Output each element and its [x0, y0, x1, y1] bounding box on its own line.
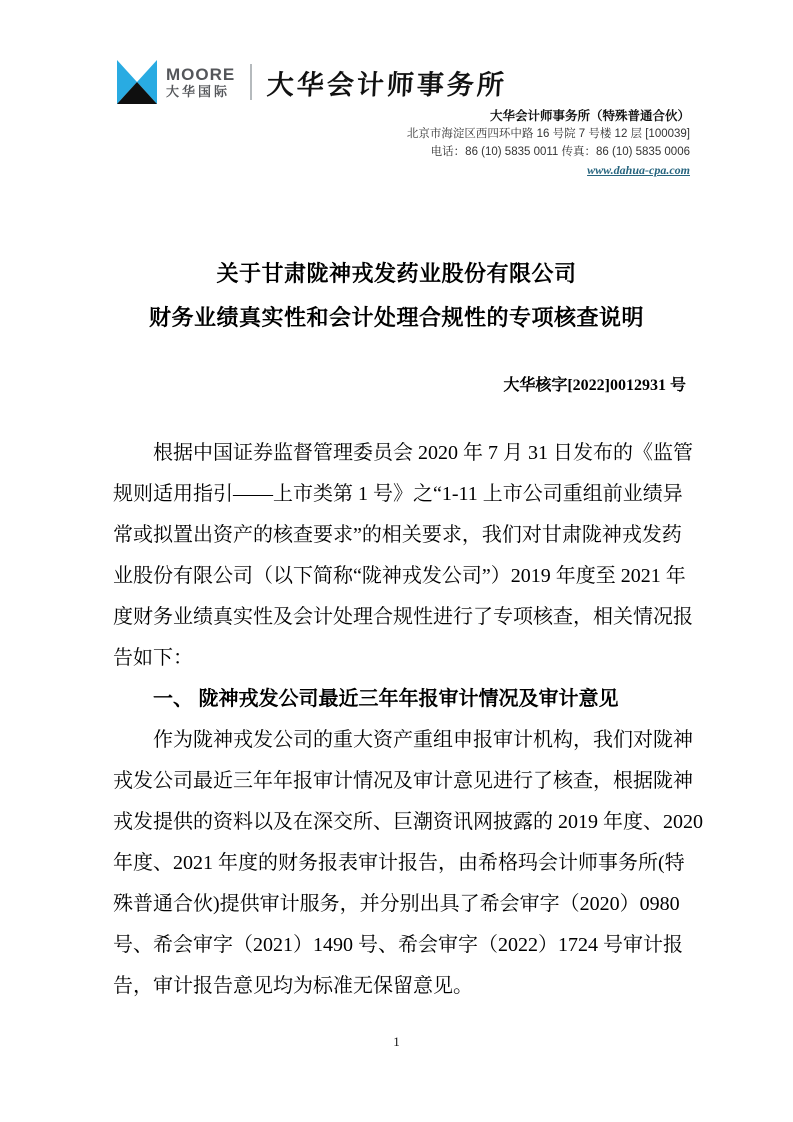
firm-phone-fax: 电话：86 (10) 5835 0011 传真：86 (10) 5835 0006	[430, 146, 690, 158]
body-line: 告，审计报告意见均为标准无保留意见。	[113, 975, 473, 997]
firm-calligraphy-name: 大华会计师事务所	[266, 69, 508, 101]
body-line: 常或拟置出资产的核查要求”的相关要求，我们对甘肃陇神戎发药	[113, 524, 682, 546]
document-title	[0, 252, 793, 340]
firm-website-link[interactable]: www.dahua-cpa.com	[587, 163, 690, 177]
body-line: 度财务业绩真实性及会计处理合规性进行了专项核查，相关情况报	[113, 606, 693, 628]
title-line-2: 财务业绩真实性和会计处理合规性的专项核查说明	[148, 305, 644, 330]
document-number: 大华核字[2022]0012931 号	[503, 377, 686, 394]
firm-name: 大华会计师事务所（特殊普通合伙）	[489, 109, 690, 123]
logo-divider	[250, 64, 252, 100]
body-line: 告如下：	[113, 647, 193, 669]
body-line: 殊普通合伙)提供审计服务，并分别出具了希会审字（2020）0980	[113, 893, 680, 915]
moore-logo-icon	[117, 60, 157, 104]
brand-name: MOORE	[166, 65, 236, 84]
body-line: 业股份有限公司（以下简称“陇神戎发公司”）2019 年度至 2021 年	[113, 565, 686, 587]
body-line: 戎发公司最近三年年报审计情况及审计意见进行了核查，根据陇神	[113, 770, 693, 792]
brand-subtitle: 大华国际	[166, 84, 231, 99]
firm-address: 北京市海淀区西四环中路 16 号院 7 号楼 12 层 [100039]	[406, 128, 690, 140]
body-line: 年度、2021 年度的财务报表审计报告，由希格玛会计师事务所(特	[113, 852, 685, 874]
page-number: 1	[393, 1034, 400, 1049]
contact-block	[407, 107, 690, 179]
section-1-heading: 一、 陇神戎发公司最近三年年报审计情况及审计意见	[153, 688, 619, 710]
body-line: 戎发提供的资料以及在深交所、巨潮资讯网披露的 2019 年度、2020	[113, 811, 703, 833]
header-logo	[117, 58, 507, 106]
document-body	[113, 433, 703, 1007]
body-line: 规则适用指引——上市类第 1 号》之“1-11 上市公司重组前业绩异	[113, 483, 683, 505]
title-line-1: 关于甘肃陇神戎发药业股份有限公司	[216, 261, 577, 286]
brand-wordmark	[166, 65, 235, 99]
body-line: 号、希会审字（2021）1490 号、希会审字（2022）1724 号审计报	[113, 934, 683, 956]
body-line: 根据中国证券监督管理委员会 2020 年 7 月 31 日发布的《监管	[153, 442, 693, 464]
body-line: 作为陇神戎发公司的重大资产重组申报审计机构，我们对陇神	[153, 729, 693, 751]
